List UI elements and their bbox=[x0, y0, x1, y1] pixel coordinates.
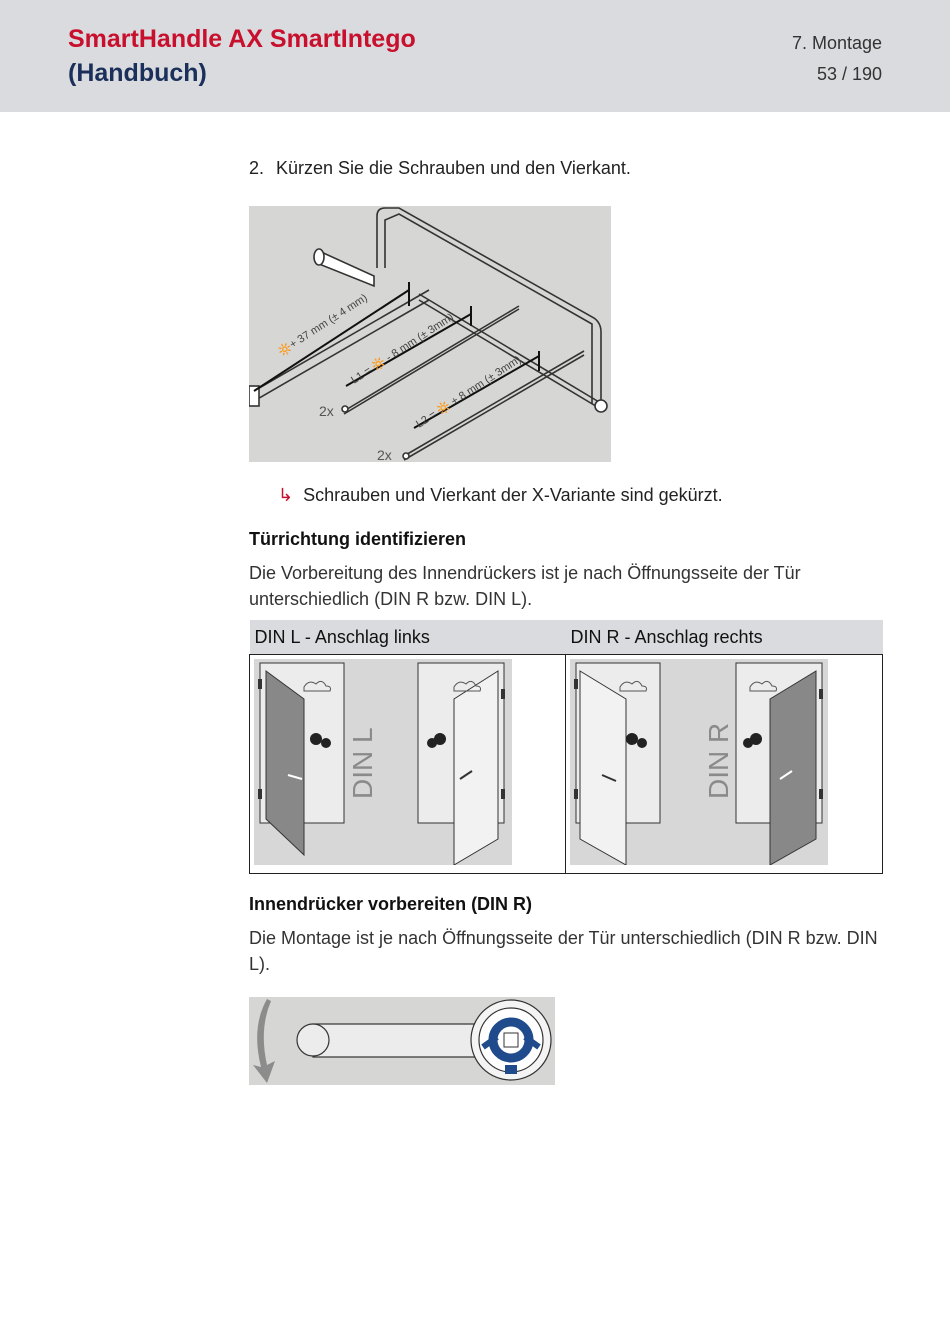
heading-prepare-handle: Innendrücker vorbereiten (DIN R) bbox=[249, 894, 533, 914]
step-2 bbox=[249, 158, 882, 179]
din-r-header: DIN R - Anschlag rechts bbox=[566, 620, 883, 655]
handle-drawing bbox=[249, 997, 555, 1085]
handle-rotation-illustration bbox=[249, 997, 555, 1085]
document-title-line1: SmartHandle AX SmartIntego bbox=[68, 25, 416, 53]
document-title-line2: (Handbuch) bbox=[68, 59, 207, 87]
label-length-l1: L1 = 🔆 - 8 mm (± 3mm) bbox=[349, 311, 456, 387]
step-text: Kürzen Sie die Schrauben und den Vierkant. bbox=[276, 158, 631, 178]
din-r-cell bbox=[566, 655, 883, 874]
din-l-header: DIN L - Anschlag links bbox=[250, 620, 566, 655]
din-l-illustration bbox=[254, 659, 512, 865]
chapter-info bbox=[792, 28, 882, 90]
chapter-title: 7. Montage bbox=[791, 33, 882, 53]
din-l-cell bbox=[250, 655, 566, 874]
label-length-top: 🔆+ 37 mm (± 4 mm) bbox=[276, 291, 370, 359]
result-text: Schrauben und Vierkant der X-Variante sind gekürzt. bbox=[303, 485, 723, 505]
step-number: 2. bbox=[249, 158, 265, 178]
page-number: 53 / 190 bbox=[816, 64, 882, 84]
din-table bbox=[249, 620, 883, 874]
din-r-label: DIN R bbox=[703, 722, 734, 799]
result-arrow-icon: ↳ bbox=[278, 485, 294, 505]
cutting-illustration bbox=[249, 206, 611, 462]
page-header bbox=[0, 0, 950, 112]
quantity-label-1: 2x bbox=[319, 403, 334, 419]
document-title bbox=[68, 22, 416, 90]
label-length-l2: L2 = 🔆 + 8 mm (± 3mm) bbox=[414, 353, 524, 431]
saw-drawing bbox=[249, 206, 611, 462]
quantity-label-2: 2x bbox=[377, 447, 392, 462]
result-line bbox=[278, 485, 911, 506]
din-r-illustration bbox=[570, 659, 828, 865]
paragraph-door-direction: Die Vorbereitung des Innendrückers ist je nach Öffnungsseite der Tür unterschiedlich (DIN R bzw. DIN L). bbox=[249, 563, 801, 609]
din-l-label: DIN L bbox=[347, 727, 378, 799]
paragraph-prepare-handle: Die Montage ist je nach Öffnungsseite der Tür unterschiedlich (DIN R bzw. DIN L). bbox=[249, 928, 878, 974]
heading-door-direction: Türrichtung identifizieren bbox=[249, 529, 467, 549]
